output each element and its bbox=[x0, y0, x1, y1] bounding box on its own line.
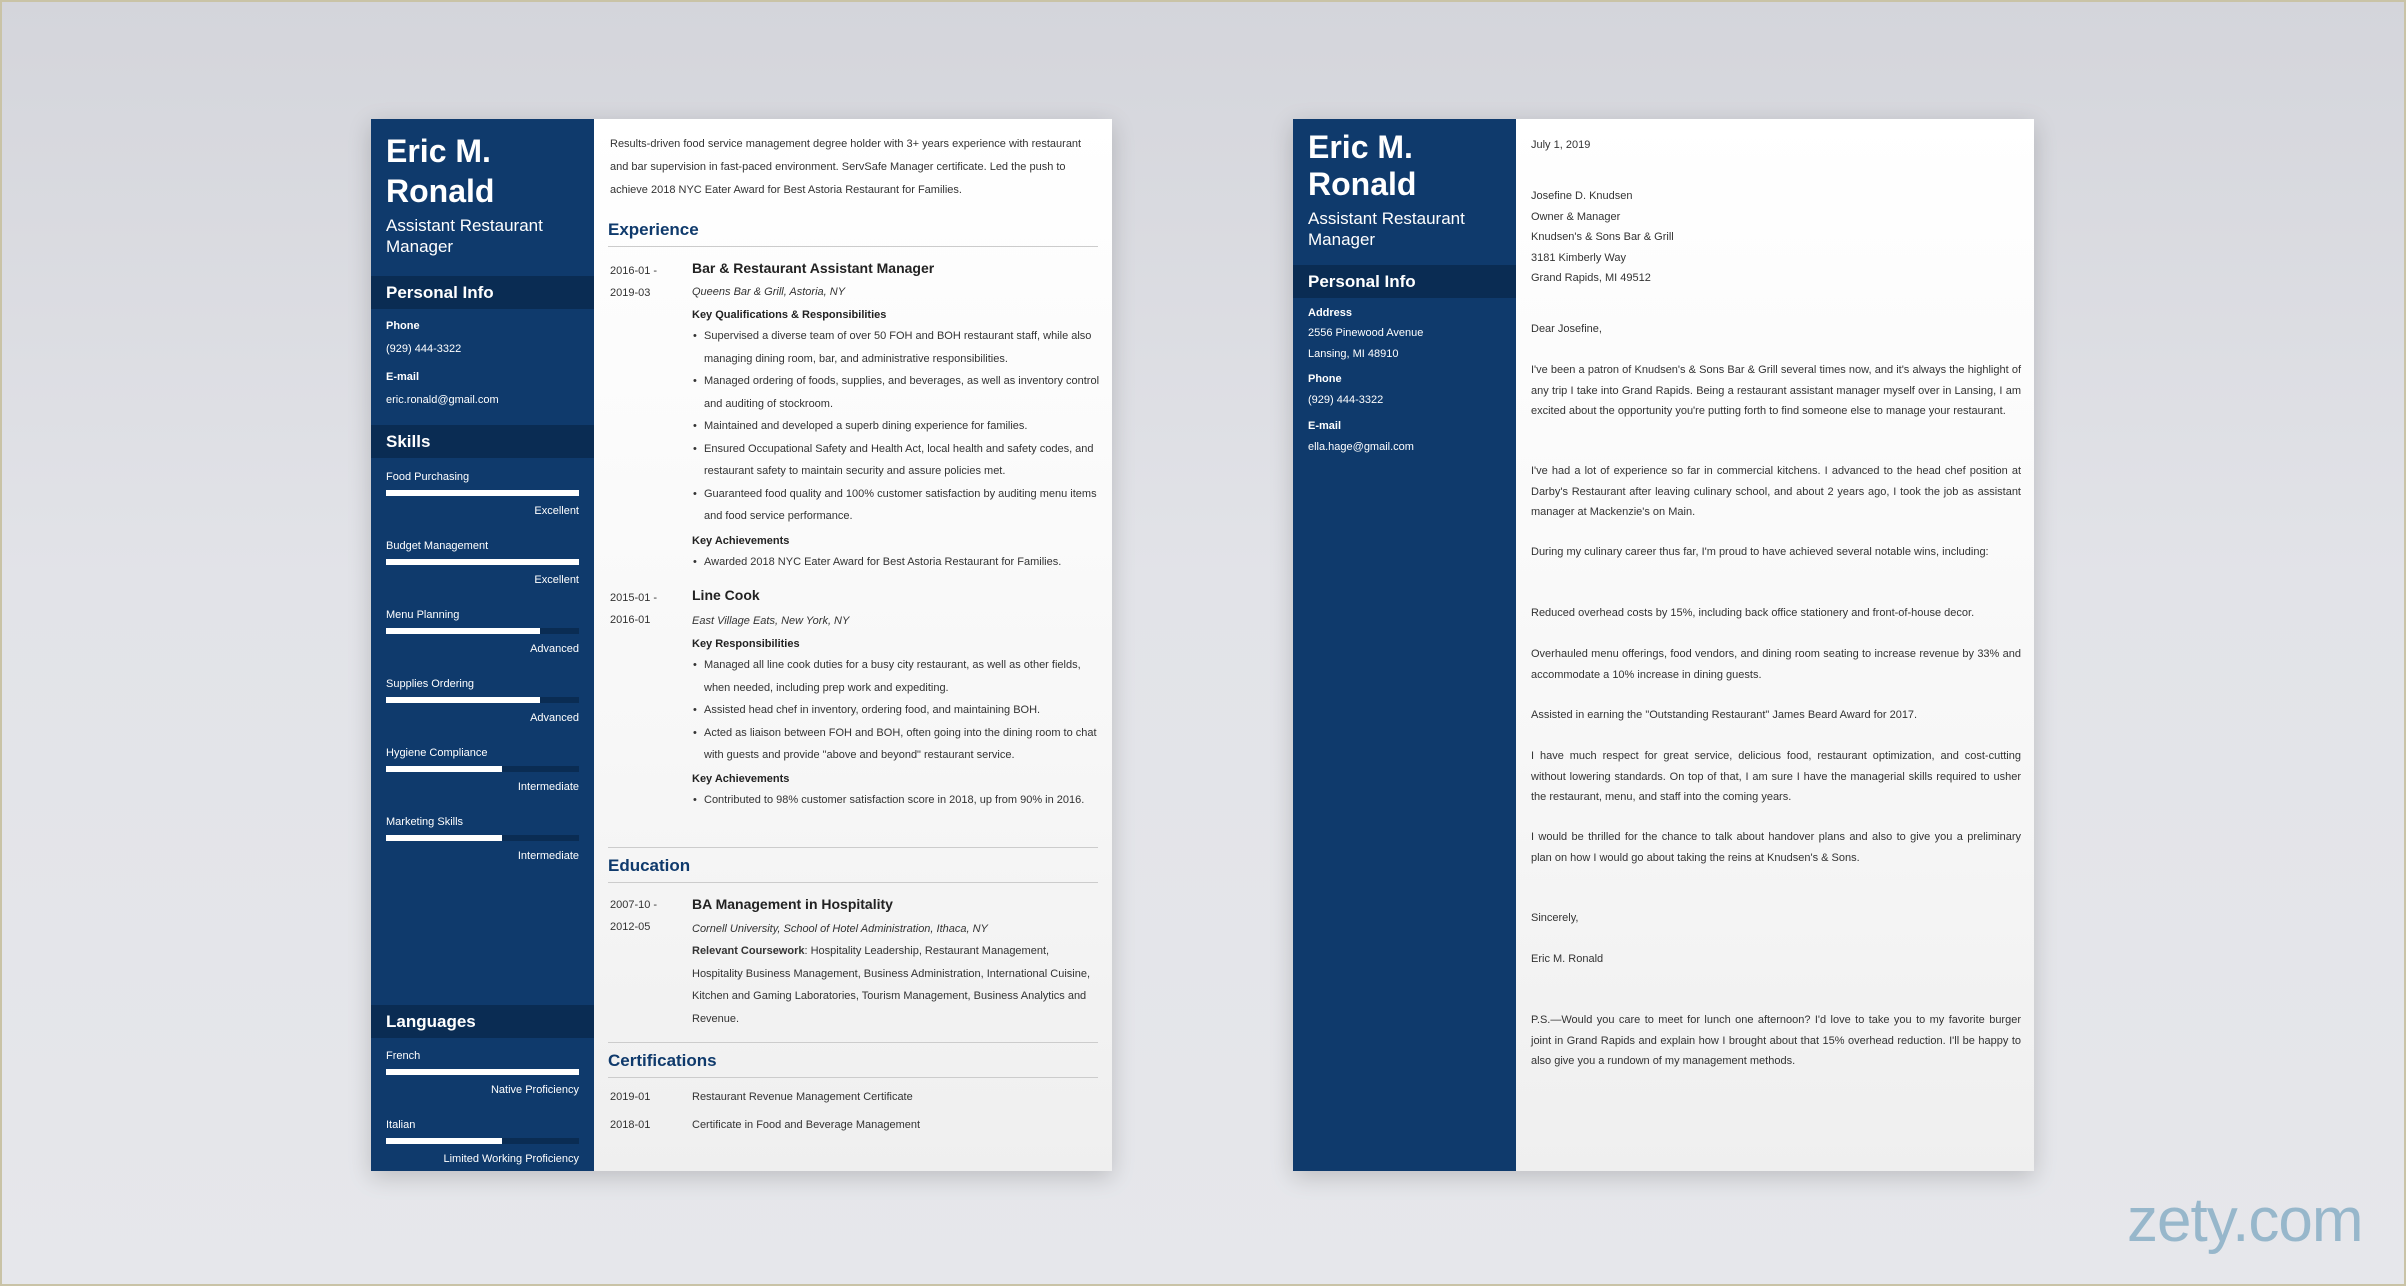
skill-meter bbox=[386, 1138, 579, 1144]
skill-meter bbox=[386, 628, 579, 634]
letter-greeting: Dear Josefine, bbox=[1531, 323, 1602, 335]
letter-signature: Eric M. Ronald bbox=[1531, 953, 1604, 965]
cover-job-title-line1: Assistant Restaurant bbox=[1308, 209, 1465, 228]
resume-sidebar bbox=[371, 119, 594, 1171]
job-title: Line Cook bbox=[692, 587, 760, 603]
resume-job-title-line2: Manager bbox=[386, 237, 454, 256]
skill-name: Menu Planning bbox=[386, 609, 460, 621]
skill-name: Food Purchasing bbox=[386, 471, 470, 483]
skill-name: French bbox=[386, 1050, 421, 1062]
resume-summary: Results-driven food service management degree holder with 3+ years experience with restaurant and bar supervision in fast-paced environment. ServSafe Manager certificate. Led the push to achieve 2018 NYC Eater Award for Best Astoria Restaurant for Families. bbox=[610, 138, 1082, 196]
education-date-end: 2012-05 bbox=[610, 921, 651, 933]
skill-level: Excellent bbox=[534, 574, 579, 586]
skill-name: Marketing Skills bbox=[386, 816, 464, 828]
skill-level: Excellent bbox=[534, 505, 579, 517]
job-achievements-list bbox=[692, 789, 1102, 812]
skill-meter-fill bbox=[386, 835, 502, 841]
education-coursework bbox=[692, 940, 1102, 1030]
cover-name bbox=[1308, 129, 1508, 203]
cover-sidebar bbox=[1293, 119, 1516, 1171]
skill-meter bbox=[386, 766, 579, 772]
resume-job-title-line1: Assistant Restaurant bbox=[386, 216, 543, 235]
skill-meter-fill bbox=[386, 766, 502, 772]
skill-meter bbox=[386, 835, 579, 841]
job-company: East Village Eats, New York, NY bbox=[692, 615, 850, 627]
job-date-start: 2016-01 - bbox=[610, 265, 658, 277]
cover-job-title-line2: Manager bbox=[1308, 230, 1376, 249]
recipient-name: Josefine D. Knudsen bbox=[1531, 190, 1633, 202]
letter-postscript: P.S.—Would you care to meet for lunch one afternoon? I'd love to take you to my favorite burger joint in Grand Rapids and explain how I brought about that 15% overhead reduction. I'll be happy to also give you a rundown of my management methods. bbox=[1531, 1014, 2021, 1067]
cover-email-value: ella.hage@gmail.com bbox=[1308, 441, 1414, 453]
job-title: Bar & Restaurant Assistant Manager bbox=[692, 260, 935, 276]
list-item: • Guaranteed food quality and 100% customer satisfaction by auditing menu items and food service performance. bbox=[692, 483, 1102, 528]
letter-paragraph: I've had a lot of experience so far in commercial kitchens. I advanced to the head chef position at Darby's Restaurant after leaving culinary school, and about 2 years ago, I took the job as assistant manager at Mackenzie's on Main. bbox=[1531, 465, 2021, 518]
recipient-role: Owner & Manager bbox=[1531, 210, 1621, 223]
certification-name: Certificate in Food and Beverage Management bbox=[692, 1119, 921, 1131]
letter-paragraph: Assisted in earning the "Outstanding Restaurant" James Beard Award for 2017. bbox=[1531, 709, 1918, 721]
education-degree: BA Management in Hospitality bbox=[692, 896, 893, 912]
list-item: • Supervised a diverse team of over 50 FOH and BOH restaurant staff, while also managing dining room, bar, and administrative responsibilities. bbox=[692, 325, 1102, 370]
email-label: E-mail bbox=[386, 371, 420, 383]
coursework-label: Relevant Coursework bbox=[692, 945, 805, 957]
cover-main bbox=[1516, 119, 2034, 1171]
phone-value: (929) 444-3322 bbox=[386, 343, 462, 355]
skill-meter bbox=[386, 490, 579, 496]
list-item: • Ensured Occupational Safety and Health Act, local health and safety codes, and restaurant safety to maintain security and assure policies met. bbox=[692, 438, 1102, 483]
education-divider bbox=[608, 882, 1098, 883]
languages-heading: Languages bbox=[371, 1005, 594, 1038]
job-date-end: 2016-01 bbox=[610, 614, 651, 626]
job-date-start: 2015-01 - bbox=[610, 592, 658, 604]
cover-phone-label: Phone bbox=[1308, 373, 1342, 385]
recipient-street: 3181 Kimberly Way bbox=[1531, 251, 1626, 264]
certification-date: 2018-01 bbox=[610, 1119, 651, 1131]
address-line2: Lansing, MI 48910 bbox=[1308, 348, 1399, 360]
skill-level: Advanced bbox=[530, 712, 579, 724]
skill-meter-fill bbox=[386, 490, 579, 496]
skill-meter bbox=[386, 559, 579, 565]
skill-name: Hygiene Compliance bbox=[386, 747, 488, 759]
skill-level: Limited Working Proficiency bbox=[443, 1153, 579, 1165]
skill-name: Budget Management bbox=[386, 540, 489, 552]
experience-heading: Experience bbox=[608, 220, 699, 239]
skills-heading: Skills bbox=[371, 425, 594, 458]
education-dates bbox=[610, 894, 680, 938]
letter-paragraph: Reduced overhead costs by 15%, including back office stationery and front-of-house decor. bbox=[1531, 607, 1975, 619]
skill-meter bbox=[386, 697, 579, 703]
job-achievements-heading: Key Achievements bbox=[692, 535, 790, 547]
skill-level: Intermediate bbox=[517, 781, 579, 793]
recipient-block bbox=[1531, 186, 2021, 289]
resume-name bbox=[386, 131, 586, 211]
list-item: • Awarded 2018 NYC Eater Award for Best Astoria Restaurant for Families. bbox=[692, 551, 1102, 574]
skill-level: Intermediate bbox=[517, 850, 579, 862]
job-responsibilities-heading: Key Responsibilities bbox=[692, 638, 800, 650]
cover-email-label: E-mail bbox=[1308, 420, 1342, 432]
skill-meter bbox=[386, 1069, 579, 1075]
experience-divider bbox=[608, 246, 1098, 247]
letter-closing: Sincerely, bbox=[1531, 912, 1579, 924]
skill-meter-fill bbox=[386, 559, 579, 565]
list-item: • Managed all line cook duties for a busy city restaurant, as well as other fields, when needed, including prep work and expediting. bbox=[692, 654, 1102, 699]
list-item: • Managed ordering of foods, supplies, and beverages, as well as inventory control and auditing of stockroom. bbox=[692, 370, 1102, 415]
phone-label: Phone bbox=[386, 320, 420, 332]
recipient-company: Knudsen's & Sons Bar & Grill bbox=[1531, 231, 1674, 243]
certifications-heading: Certifications bbox=[608, 1051, 717, 1070]
cover-name-last: Ronald bbox=[1308, 166, 1417, 202]
certification-date: 2019-01 bbox=[610, 1091, 651, 1103]
resume-main bbox=[594, 119, 1112, 1171]
letter-paragraph: I have much respect for great service, delicious food, restaurant optimization, and cost-cutting without lowering standards. On top of that, I am sure I have the managerial skills required to usher the restaurant, menu, and staff into the coming years. bbox=[1531, 750, 2021, 803]
list-item: • Contributed to 98% customer satisfaction score in 2018, up from 90% in 2016. bbox=[692, 789, 1102, 812]
cover-personal-info-heading: Personal Info bbox=[1293, 265, 1516, 298]
skill-meter-fill bbox=[386, 697, 540, 703]
job-dates bbox=[610, 260, 680, 304]
skill-name: Supplies Ordering bbox=[386, 678, 475, 690]
resume-job-title bbox=[386, 215, 586, 257]
job-responsibilities-list bbox=[692, 325, 1102, 528]
letter-date: July 1, 2019 bbox=[1531, 139, 1591, 151]
cover-phone-value: (929) 444-3322 bbox=[1308, 394, 1384, 406]
letter-paragraph: Overhauled menu offerings, food vendors, and dining room seating to increase revenue by 33% and accommodate a 10% increase in dining guests. bbox=[1531, 648, 2021, 681]
recipient-city: Grand Rapids, MI 49512 bbox=[1531, 272, 1651, 284]
letter-paragraph: I've been a patron of Knudsen's & Sons Bar & Grill several times now, and it's always the highlight of any trip I take into Grand Rapids. Being a restaurant assistant manager myself over in Lansing, I am excited about the opportunity you're putting forth to find someone else to manage your restaurant. bbox=[1531, 364, 2021, 417]
zety-logo: zety.com bbox=[2127, 1186, 2363, 1255]
cover-name-first: Eric M. bbox=[1308, 129, 1413, 165]
job-achievements-heading: Key Achievements bbox=[692, 773, 790, 785]
skill-name: Italian bbox=[386, 1119, 416, 1131]
skill-level: Advanced bbox=[530, 643, 579, 655]
list-item: • Maintained and developed a superb dining experience for families. bbox=[692, 415, 1102, 438]
certification-name: Restaurant Revenue Management Certificate bbox=[692, 1091, 913, 1103]
letter-paragraph: I would be thrilled for the chance to talk about handover plans and also to give you a preliminary plan on how I would go about taking the reins at Knudsen's & Sons. bbox=[1531, 831, 2021, 864]
job-company: Queens Bar & Grill, Astoria, NY bbox=[692, 286, 846, 298]
job-achievements-list bbox=[692, 551, 1102, 574]
resume-name-first: Eric M. bbox=[386, 133, 491, 169]
education-heading: Education bbox=[608, 856, 691, 875]
letter-paragraph: During my culinary career thus far, I'm proud to have achieved several notable wins, including: bbox=[1531, 546, 1989, 558]
certifications-top-divider bbox=[608, 1042, 1098, 1043]
list-item: • Assisted head chef in inventory, ordering food, and maintaining BOH. bbox=[692, 699, 1102, 722]
skill-meter-fill bbox=[386, 1138, 502, 1144]
cover-letter-page bbox=[1293, 119, 2034, 1171]
job-dates bbox=[610, 587, 680, 631]
cover-job-title bbox=[1308, 208, 1508, 250]
list-item: • Acted as liaison between FOH and BOH, often going into the dining room to chat with guests and provide "above and beyond" restaurant service. bbox=[692, 722, 1102, 767]
address-label: Address bbox=[1308, 307, 1353, 319]
skill-level: Native Proficiency bbox=[490, 1084, 579, 1096]
job-responsibilities-heading: Key Qualifications & Responsibilities bbox=[692, 309, 887, 321]
resume-name-last: Ronald bbox=[386, 173, 495, 209]
resume-page bbox=[371, 119, 1112, 1171]
job-date-end: 2019-03 bbox=[610, 287, 651, 299]
education-date-start: 2007-10 - bbox=[610, 899, 658, 911]
certifications-divider bbox=[608, 1077, 1098, 1078]
skill-meter-fill bbox=[386, 1069, 579, 1075]
education-top-divider bbox=[608, 847, 1098, 848]
job-responsibilities-list bbox=[692, 654, 1102, 767]
email-value: eric.ronald@gmail.com bbox=[386, 394, 499, 406]
address-line1: 2556 Pinewood Avenue bbox=[1308, 327, 1424, 339]
personal-info-heading: Personal Info bbox=[371, 276, 594, 309]
coursework-text: : Hospitality Leadership, Restaurant Management, Hospitality Business Management, Business Administration, International Cuisine, Kitchen and Gaming Laboratories, Tourism Management, Business Analytics and Revenue. bbox=[692, 945, 1091, 1025]
skill-meter-fill bbox=[386, 628, 540, 634]
education-school: Cornell University, School of Hotel Administration, Ithaca, NY bbox=[692, 923, 988, 935]
